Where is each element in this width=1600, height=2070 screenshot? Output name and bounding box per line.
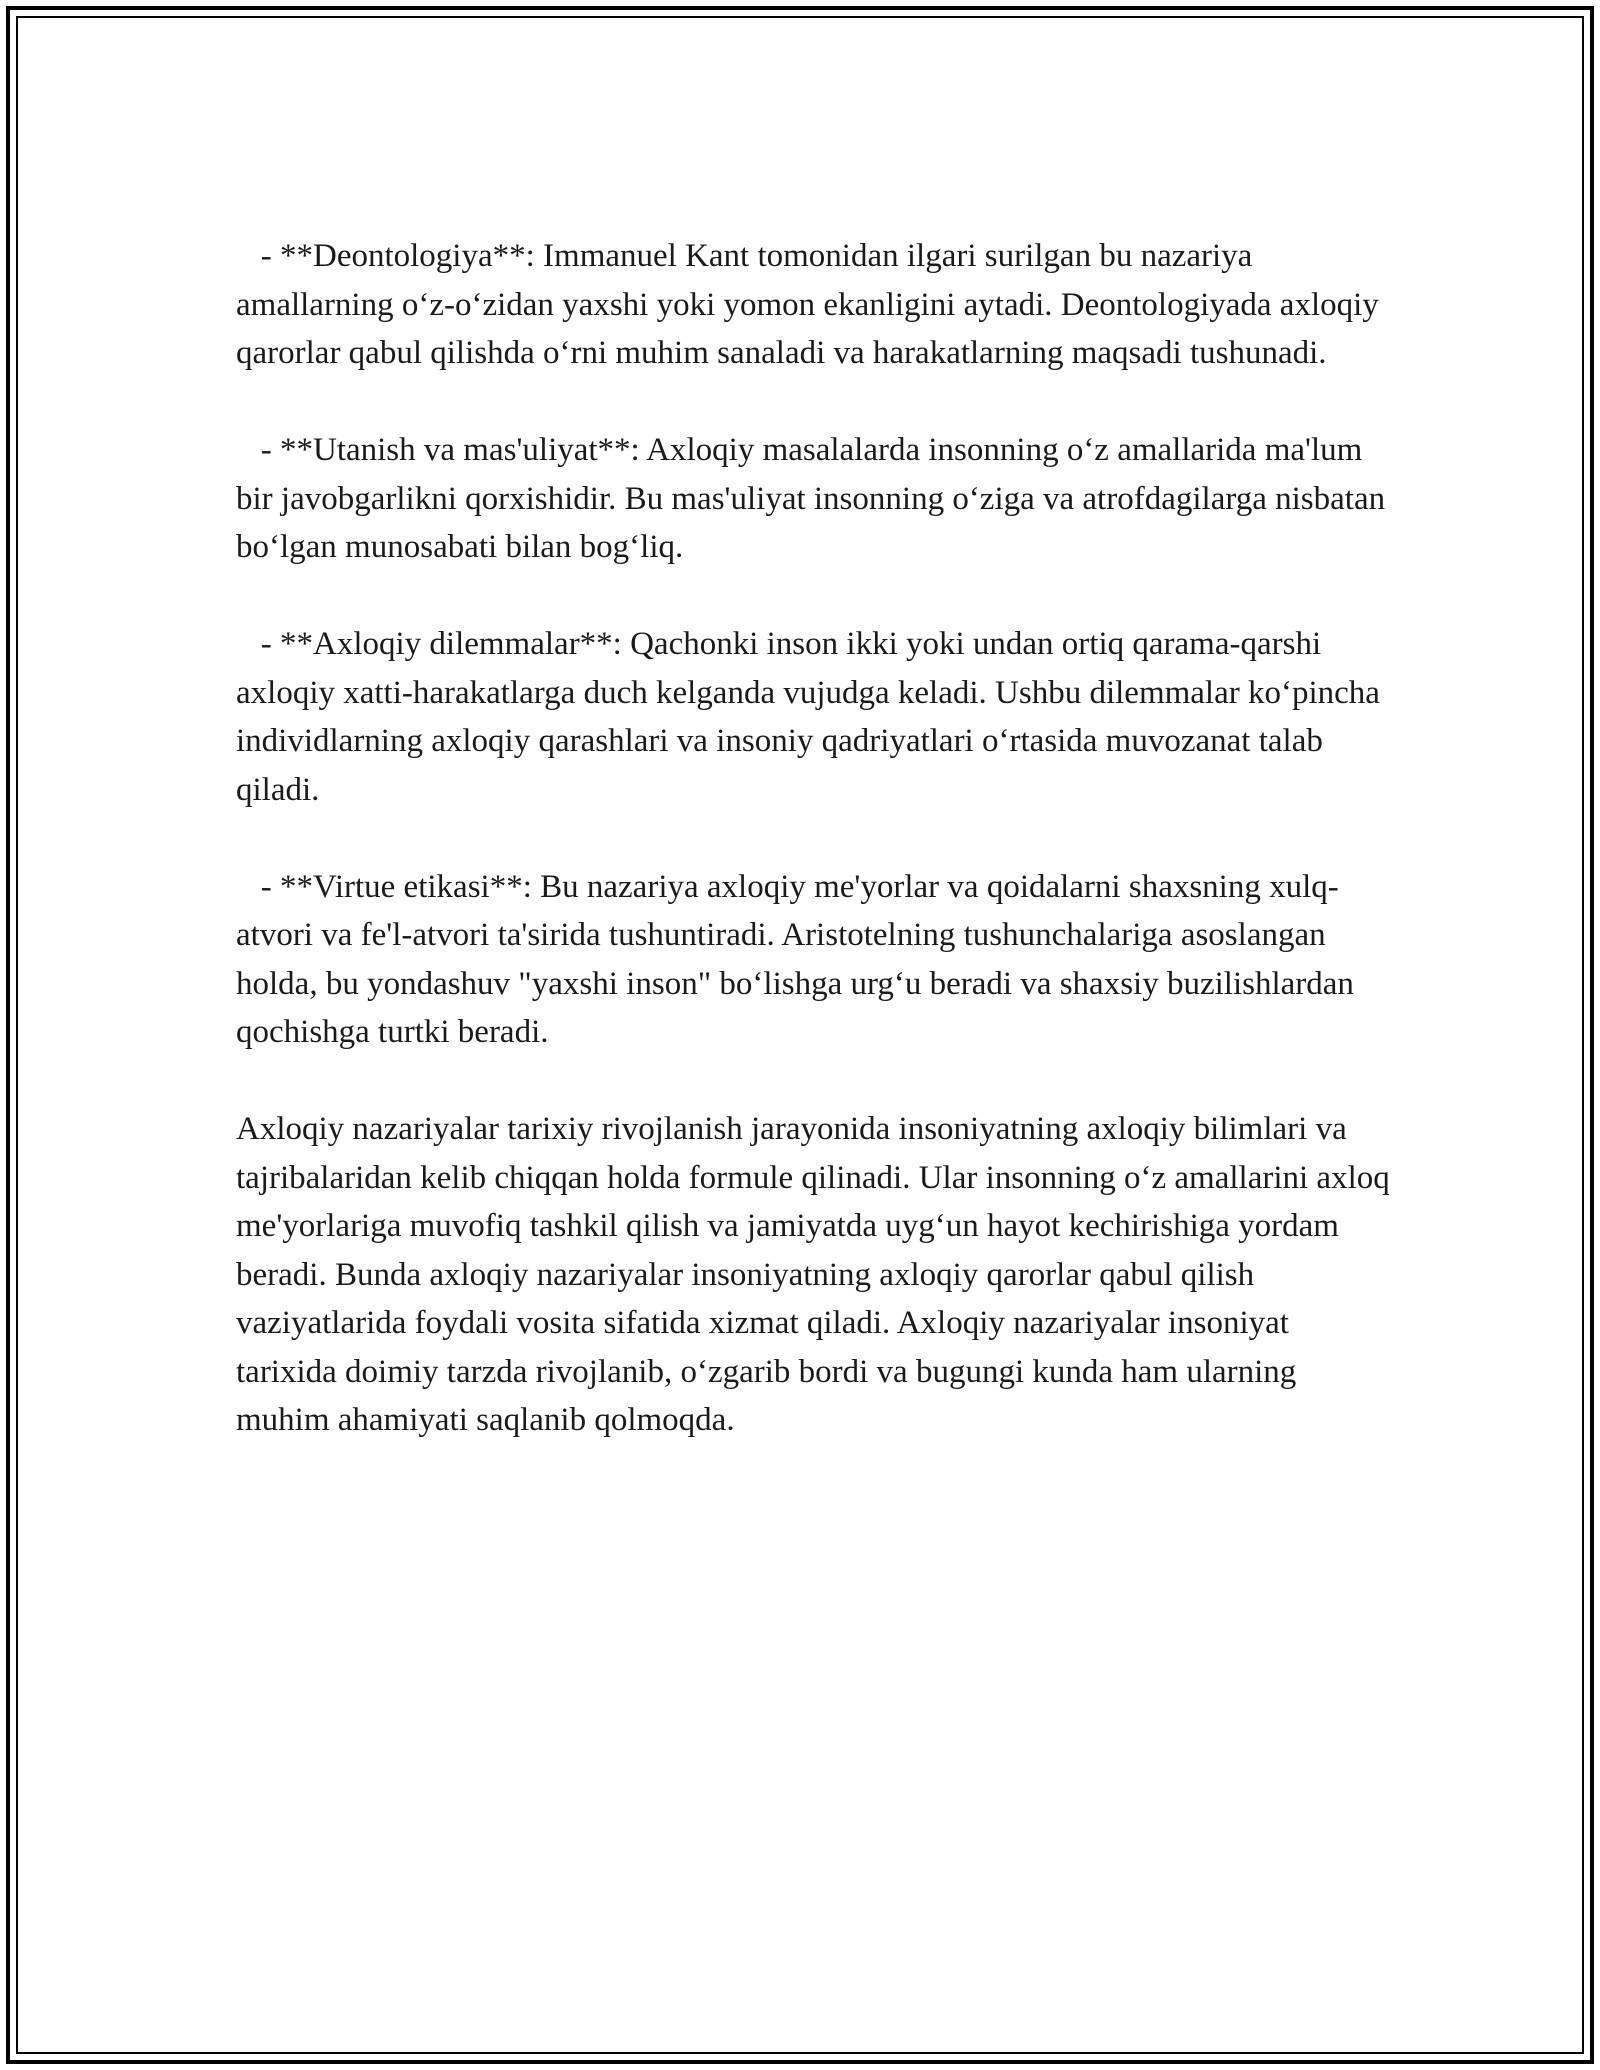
paragraph-utanish-masuliyat: - **Utanish va mas'uliyat**: Axloqiy masalalarda insonning o‘z amallarida ma'lum bir javobgarlikni qorxishidir. Bu mas'uliyat insonning o‘ziga va atrofdagilarga nisbatan bo‘lgan munosabati bilan bog‘liq.	[236, 432, 1394, 565]
paragraph-deontologiya: - **Deontologiya**: Immanuel Kant tomonidan ilgari surilgan bu nazariya amallarning o‘z-o‘zidan yaxshi yoki yomon ekanligini aytadi. Deontologiyada axloqiy qarorlar qabul qilishda o‘rni muhim sanaladi va harakatlarning maqsadi tushunadi.	[236, 238, 1388, 371]
paragraph-axloqiy-dilemmalar: - **Axloqiy dilemmalar**: Qachonki inson ikki yoki undan ortiq qarama-qarshi axloqiy xatti-harakatlarga duch kelganda vujudga keladi. Ushbu dilemmalar ko‘pincha individlarning axloqiy qarashlari va insoniy qadriyatlari o‘rtasida muvozanat talab qiladi.	[236, 626, 1389, 808]
document-body	[236, 232, 1396, 1445]
paragraph-virtue-etikasi: - **Virtue etikasi**: Bu nazariya axloqiy me'yorlar va qoidalarni shaxsning xulq-atvori va fe'l-atvori ta'sirida tushuntiradi. Aristotelning tushunchalariga asoslangan holda, bu yondashuv "yaxshi inson" bo‘lishga urg‘u beradi va shaxsiy buzilishlardan qochishga turtki beradi.	[236, 868, 1363, 1050]
paragraph-conclusion: Axloqiy nazariyalar tarixiy rivojlanish jarayonida insoniyatning axloqiy bilimlari va tajribalaridan kelib chiqqan holda formule qilinadi. Ular insonning o‘z amallarini axloq me'yorlariga muvofiq tashkil qilish va jamiyatda uyg‘un hayot kechirishiga yordam beradi. Bunda axloqiy nazariyalar insoniyatning axloqiy qarorlar qabul qilish vaziyatlarida foydali vosita sifatida xizmat qiladi. Axloqiy nazariyalar insoniyat tarixida doimiy tarzda rivojlanib, o‘zgarib bordi va bugungi kunda ham ularning muhim ahamiyati saqlanib qolmoqda.	[236, 1111, 1398, 1438]
